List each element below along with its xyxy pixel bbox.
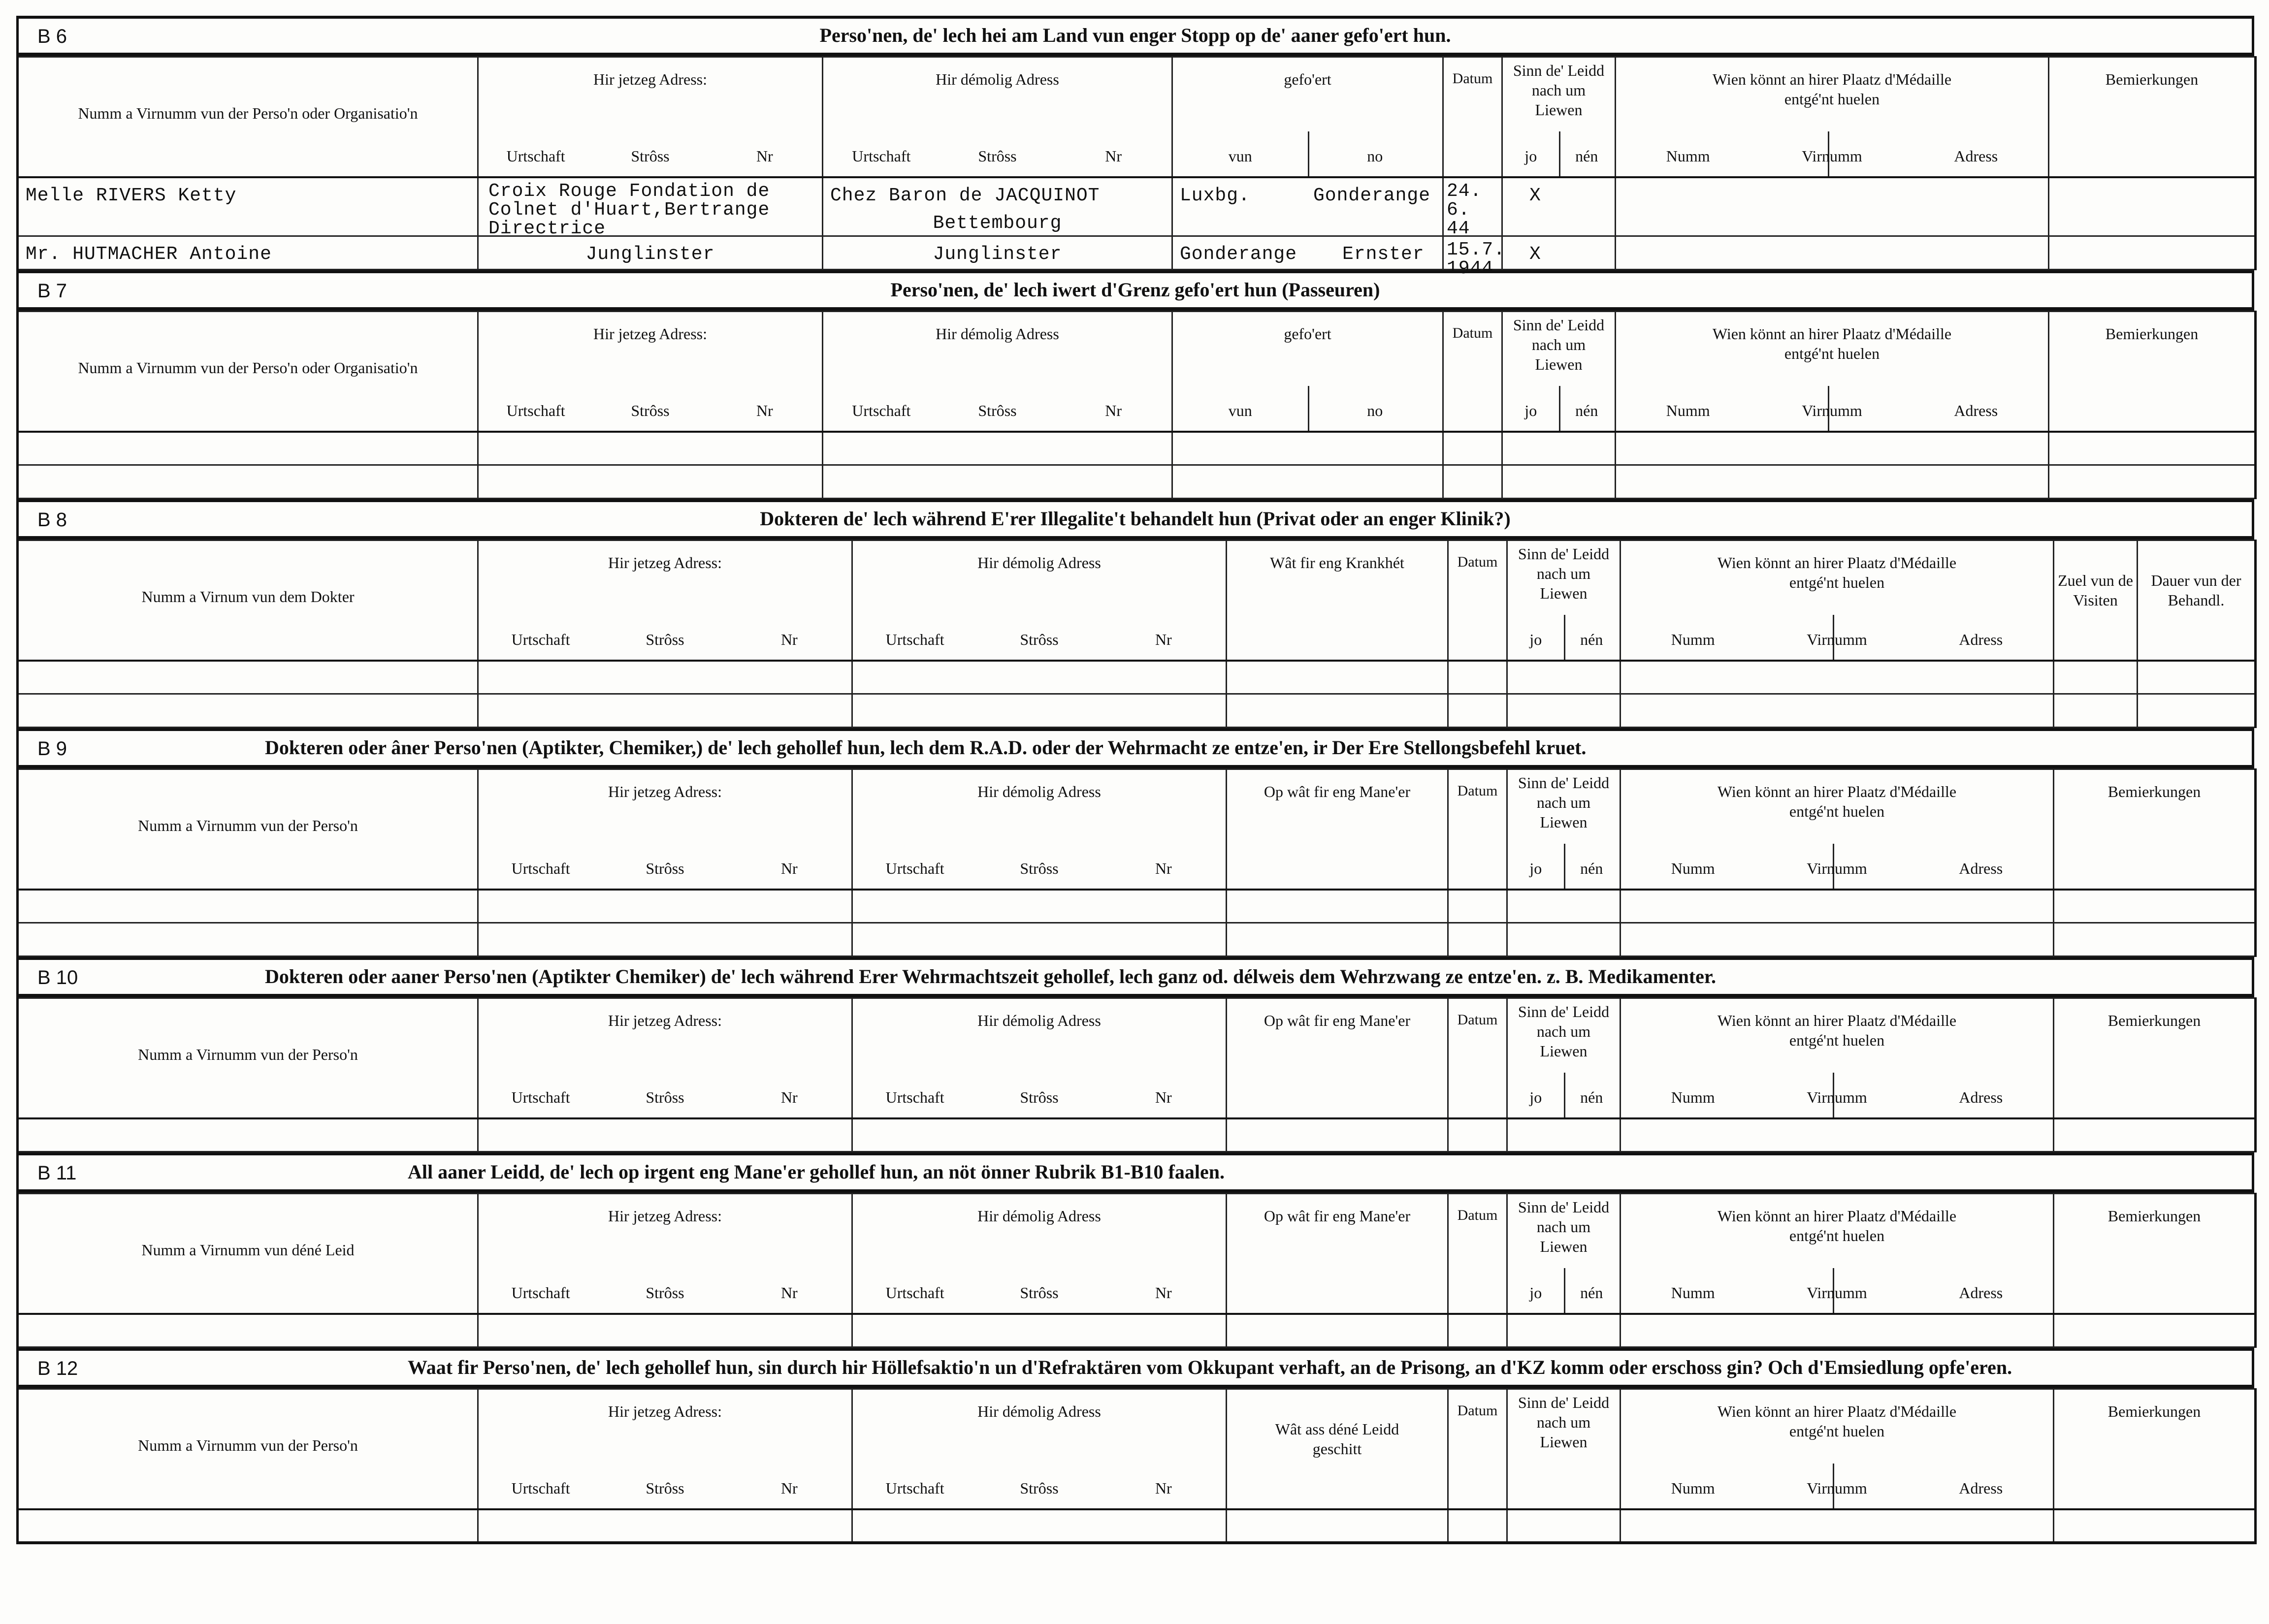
table-row xyxy=(18,890,2256,923)
header-current-address: Hir jetzeg Adress: Urtschaft Strôss Nr xyxy=(478,1389,852,1509)
entry-alive-yes: X xyxy=(1529,185,1541,206)
header-alive: Sinn de' Leidd nach um Liewen jo nén xyxy=(1507,541,1621,661)
entry-name: Melle RIVERS Ketty xyxy=(26,185,237,206)
header-date: Datum xyxy=(1448,1389,1507,1509)
table-row xyxy=(18,694,2256,728)
header-what-happened: Wât ass déné Leidd geschitt xyxy=(1227,1389,1448,1509)
header-current-address: Hir jetzeg Adress: Urtschaft Strôss Nr xyxy=(478,541,852,661)
section-b6-table xyxy=(16,56,2257,279)
table-row xyxy=(18,236,2256,270)
header-treatment-duration: Dauer vun der Behandl. xyxy=(2138,541,2256,661)
header-alive: Sinn de' Leidd nach um Liewen jo nén xyxy=(1507,998,1621,1118)
header-alive: Sinn de' Leidd nach um Liewen xyxy=(1507,1389,1621,1509)
header-transported: gefo'ert vun no xyxy=(1172,57,1443,177)
header-illness: Wât fir eng Krankhét xyxy=(1227,541,1448,661)
table-row xyxy=(18,1509,2256,1543)
entry-former-address: Bettembourg xyxy=(933,212,1062,234)
entry-to: Ernster xyxy=(1342,244,1425,265)
section-code: B 7 xyxy=(37,280,67,302)
section-code: B 11 xyxy=(37,1162,77,1184)
section-b10-header xyxy=(16,957,2254,997)
section-code: B 10 xyxy=(37,967,78,988)
section-b11-table xyxy=(16,1193,2257,1348)
header-remarks: Bemierkungen xyxy=(2049,57,2256,177)
header-medal: Wien könnt an hirer Plaatz d'Médaille entgé'nt huelen Numm Virnumm Adress xyxy=(1621,998,2054,1118)
section-b6-header xyxy=(16,16,2254,56)
header-date: Datum xyxy=(1448,998,1507,1118)
header-current-address: Hir jetzeg Adress: Urtschaft Strôss Nr xyxy=(478,312,823,432)
section-b7-table xyxy=(16,311,2257,499)
header-date: Datum xyxy=(1448,541,1507,661)
entry-former-address: Junglinster xyxy=(933,244,1062,265)
header-current-address: Hir jetzeg Adress: Urtschaft Strôss Nr xyxy=(478,998,852,1118)
header-remarks: Bemierkungen xyxy=(2054,1389,2256,1509)
header-name: Numm a Virnumm vun déné Leid xyxy=(18,1194,478,1314)
header-date: Datum xyxy=(1443,57,1502,177)
section-title: Perso'nen, de' lech hei am Land vun enger Stopp op de' aaner gefo'ert hun. xyxy=(819,24,1451,46)
entry-current-address: Croix Rouge Fondation de Colnet d'Huart,Bertrange Directrice xyxy=(488,180,770,239)
entry-date: 15.7. 1944 xyxy=(1447,239,1506,279)
entry-alive-yes: X xyxy=(1529,244,1541,265)
header-date: Datum xyxy=(1448,1194,1507,1314)
section-title: Perso'nen, de' lech iwert d'Grenz gefo'ert hun (Passeuren) xyxy=(890,279,1380,301)
table-row xyxy=(18,1118,2256,1152)
header-former-address: Hir démolig Adress Urtschaft Strôss Nr xyxy=(852,769,1227,890)
section-code: B 9 xyxy=(37,738,67,760)
header-former-address: Hir démolig Adress Urtschaft Strôss Nr xyxy=(823,312,1172,432)
table-row xyxy=(18,465,2256,499)
section-title: Dokteren de' lech während E'rer Illegalite't behandelt hun (Privat oder an enger Klinik?) xyxy=(760,508,1511,530)
header-transported: gefo'ert vun no xyxy=(1172,312,1443,432)
section-b12-header xyxy=(16,1348,2254,1388)
table-row xyxy=(18,923,2256,956)
header-medal: Wien könnt an hirer Plaatz d'Médaille entgé'nt huelen Numm Virnumm Adress xyxy=(1621,1389,2054,1509)
header-medal: Wien könnt an hirer Plaatz d'Médaille entgé'nt huelen Numm Virnumm Adress xyxy=(1621,541,2054,661)
header-alive: Sinn de' Leidd nach um Liewen jo nén xyxy=(1502,312,1616,432)
section-code: B 8 xyxy=(37,509,67,531)
header-alive: Sinn de' Leidd nach um Liewen jo nén xyxy=(1502,57,1616,177)
header-remarks: Bemierkungen xyxy=(2049,312,2256,432)
section-b7-header xyxy=(16,270,2254,311)
table-row xyxy=(18,1314,2256,1347)
section-code: B 12 xyxy=(37,1358,78,1379)
header-date: Datum xyxy=(1448,769,1507,890)
header-remarks: Bemierkungen xyxy=(2054,1194,2256,1314)
table-row xyxy=(18,661,2256,694)
header-manner: Op wât fir eng Mane'er xyxy=(1227,998,1448,1118)
entry-from: Luxbg. xyxy=(1180,185,1250,206)
entry-former-address: Chez Baron de JACQUINOT xyxy=(830,185,1100,206)
section-code: B 6 xyxy=(37,26,67,47)
header-former-address: Hir démolig Adress Urtschaft Strôss Nr xyxy=(852,541,1227,661)
header-current-address: Hir jetzeg Adress: Urtschaft Strôss Nr xyxy=(478,769,852,890)
header-name: Numm a Virnumm vun der Perso'n oder Organisatio'n xyxy=(18,57,478,177)
section-title: Dokteren oder aaner Perso'nen (Aptikter Chemiker) de' lech während Erer Wehrmachtszeit gehollef, lech ganz od. délweis dem Wehrzwang ze entze'en. z. B. Medikamenter. xyxy=(265,965,1717,987)
entry-name: Mr. HUTMACHER Antoine xyxy=(26,244,272,265)
table-row xyxy=(18,432,2256,465)
section-b9-header xyxy=(16,728,2254,768)
header-manner: Op wât fir eng Mane'er xyxy=(1227,1194,1448,1314)
header-medal: Wien könnt an hirer Plaatz d'Médaille entgé'nt huelen Numm Virnumm Adress xyxy=(1621,1194,2054,1314)
header-date: Datum xyxy=(1443,312,1502,432)
header-name: Numm a Virnumm vun der Perso'n xyxy=(18,769,478,890)
refractory-helpers-form xyxy=(16,16,2254,1544)
section-b10-table xyxy=(16,997,2257,1152)
entry-from: Gonderange xyxy=(1180,244,1297,265)
section-title: All aaner Leidd, de' lech op irgent eng Mane'er gehollef hun, an nöt önner Rubrik B1-B10 faalen. xyxy=(408,1161,1225,1183)
header-manner: Op wât fir eng Mane'er xyxy=(1227,769,1448,890)
table-row xyxy=(18,177,2256,236)
entry-date: 24. 6. 44 xyxy=(1447,180,1482,239)
section-b8-table xyxy=(16,540,2257,728)
header-remarks: Bemierkungen xyxy=(2054,998,2256,1118)
header-alive: Sinn de' Leidd nach um Liewen jo nén xyxy=(1507,1194,1621,1314)
header-medal: Wien könnt an hirer Plaatz d'Médaille entgé'nt huelen Numm Virnumm Adress xyxy=(1621,769,2054,890)
header-medal: Wien könnt an hirer Plaatz d'Médaille entgé'nt huelen Numm Virnumm Adress xyxy=(1616,312,2049,432)
header-current-address: Hir jetzeg Adress: Urtschaft Strôss Nr xyxy=(478,57,823,177)
header-alive: Sinn de' Leidd nach um Liewen jo nén xyxy=(1507,769,1621,890)
header-name: Numm a Virnumm vun der Perso'n oder Organisatio'n xyxy=(18,312,478,432)
header-former-address: Hir démolig Adress Urtschaft Strôss Nr xyxy=(852,998,1227,1118)
header-medal: Wien könnt an hirer Plaatz d'Médaille entgé'nt huelen Numm Virnumm Adress xyxy=(1616,57,2049,177)
header-former-address: Hir démolig Adress Urtschaft Strôss Nr xyxy=(852,1389,1227,1509)
section-title: Dokteren oder âner Perso'nen (Aptikter, Chemiker,) de' lech gehollef hun, lech dem R.A.D. oder der Wehrmacht ze entze'en, ir Der Ere Stellongsbefehl kruet. xyxy=(265,736,1587,759)
entry-to: Gonderange xyxy=(1313,185,1431,206)
section-title: Waat fir Perso'nen, de' lech gehollef hun, sin durch hir Höllefsaktio'n un d'Refraktären vom Okkupant verhaft, an de Prisong, an d'KZ komm oder erschoss gin? Och d'Emsiedlung opfe'eren. xyxy=(408,1356,2012,1378)
header-name: Numm a Virnumm vun der Perso'n xyxy=(18,1389,478,1509)
header-current-address: Hir jetzeg Adress: Urtschaft Strôss Nr xyxy=(478,1194,852,1314)
section-b11-header xyxy=(16,1152,2254,1193)
header-name: Numm a Virnum vun dem Dokter xyxy=(18,541,478,661)
section-b12-table xyxy=(16,1388,2257,1544)
section-b8-header xyxy=(16,499,2254,540)
header-remarks: Bemierkungen xyxy=(2054,769,2256,890)
entry-current-address: Junglinster xyxy=(585,244,715,265)
header-visit-count: Zuel vun de Visiten xyxy=(2054,541,2138,661)
header-former-address: Hir démolig Adress Urtschaft Strôss Nr xyxy=(852,1194,1227,1314)
section-b9-table xyxy=(16,768,2257,957)
header-former-address: Hir démolig Adress Urtschaft Strôss Nr xyxy=(823,57,1172,177)
header-name: Numm a Virnumm vun der Perso'n xyxy=(18,998,478,1118)
